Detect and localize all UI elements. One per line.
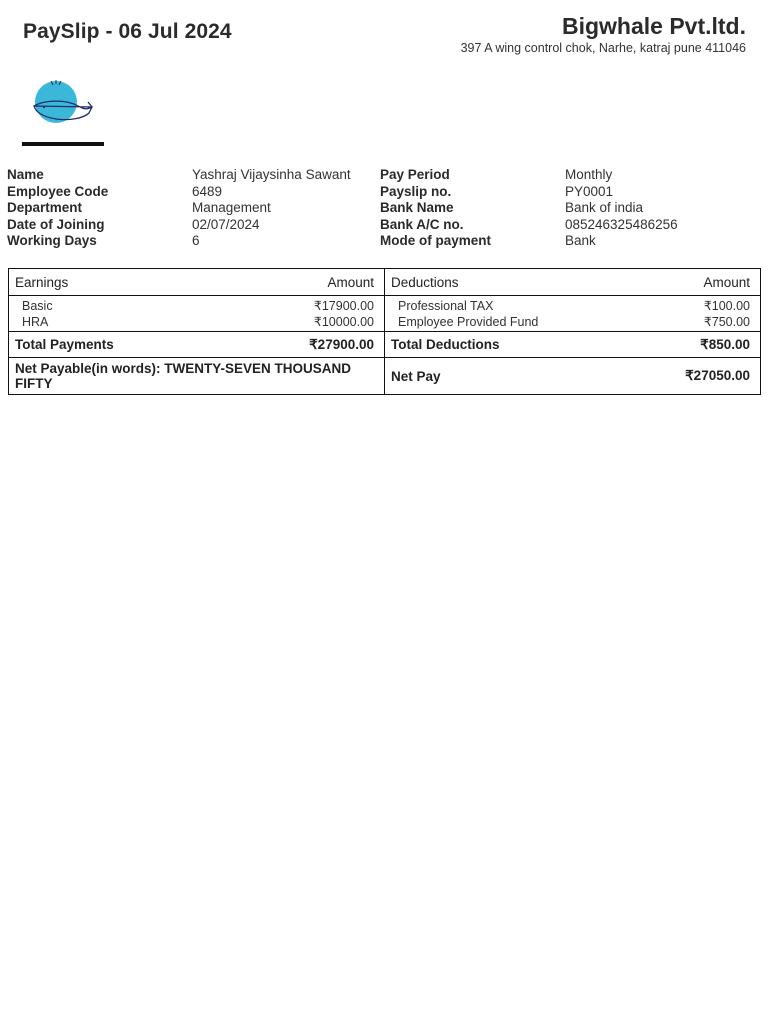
total-payments-cell — [9, 332, 385, 358]
deductions-header: Deductions — [391, 274, 459, 290]
pay-period-row — [380, 167, 678, 184]
net-payable-words: Net Payable(in words): TWENTY-SEVEN THOUSAND FIFTY — [15, 361, 352, 391]
deduction-amount: ₹750.00 — [703, 314, 750, 329]
company-name: Bigwhale Pvt.ltd. — [561, 13, 746, 39]
employee-code-label: Employee Code — [7, 183, 109, 199]
deductions-items-cell — [385, 296, 761, 332]
net-pay-cell — [385, 358, 761, 395]
payslip-no-label: Payslip no. — [380, 183, 452, 199]
employee-code: 6489 — [192, 183, 223, 199]
payment-mode-row — [380, 233, 678, 250]
bank-name-label: Bank Name — [380, 200, 454, 215]
payslip-no: PY0001 — [565, 183, 614, 199]
net-pay-label: Net Pay — [391, 368, 441, 384]
total-payments-label: Total Payments — [15, 337, 114, 352]
employee-code-row — [7, 184, 351, 201]
earning-label: HRA — [22, 314, 49, 329]
earnings-amount-header: Amount — [327, 274, 374, 290]
salary-table — [8, 268, 761, 395]
payment-mode: Bank — [565, 233, 596, 248]
deduction-label: Employee Provided Fund — [398, 314, 539, 329]
department-row — [7, 200, 351, 217]
bank-name: Bank of india — [565, 200, 644, 215]
deduction-item-provident-fund — [385, 314, 760, 330]
total-payments: ₹27900.00 — [309, 336, 374, 352]
table-items-row — [9, 296, 761, 332]
total-deductions: ₹850.00 — [700, 336, 750, 352]
pay-period-label: Pay Period — [380, 167, 450, 182]
working-days-label: Working Days — [7, 233, 97, 248]
earning-item-basic — [9, 298, 384, 314]
payslip-title: PaySlip - 06 Jul 2024 — [23, 20, 232, 43]
joining-date-row — [7, 217, 351, 234]
bank-account-row — [380, 217, 678, 234]
employee-name-row — [7, 167, 351, 184]
earning-label: Basic — [22, 298, 53, 313]
deduction-item-professional-tax — [385, 298, 760, 314]
bank-name-row — [380, 200, 678, 217]
earnings-items-cell — [9, 296, 385, 332]
table-header-row — [9, 269, 761, 296]
earning-item-hra — [9, 314, 384, 330]
bank-account: 085246325486256 — [565, 216, 678, 232]
bank-account-label: Bank A/C no. — [380, 216, 464, 232]
total-deductions-label: Total Deductions — [391, 337, 500, 352]
department: Management — [192, 200, 271, 215]
deductions-amount-header: Amount — [703, 274, 750, 290]
company-address: 397 A wing control chok, Narhe, katraj pune 411046 — [460, 41, 746, 55]
employee-name: Yashraj Vijaysinha Sawant — [192, 167, 351, 182]
table-totals-row — [9, 332, 761, 358]
working-days: 6 — [192, 233, 200, 248]
department-label: Department — [7, 200, 83, 215]
working-days-row — [7, 233, 351, 250]
deduction-amount: ₹100.00 — [703, 298, 750, 313]
earnings-header: Earnings — [15, 274, 69, 290]
employee-details — [7, 167, 351, 250]
total-deductions-cell — [385, 332, 761, 358]
deductions-header-cell — [385, 269, 761, 296]
whale-logo-icon — [22, 66, 104, 148]
employee-name-label: Name — [7, 167, 44, 182]
net-words-cell — [9, 358, 385, 395]
payment-details — [380, 167, 678, 250]
joining-date-label: Date of Joining — [7, 216, 105, 232]
deduction-label: Professional TAX — [398, 298, 494, 313]
earning-amount: ₹10000.00 — [313, 314, 374, 329]
payslip-no-row — [380, 184, 678, 201]
earning-amount: ₹17900.00 — [313, 298, 374, 313]
net-pay: ₹27050.00 — [685, 368, 750, 383]
joining-date: 02/07/2024 — [192, 216, 260, 232]
pay-period: Monthly — [565, 167, 613, 182]
table-net-row — [9, 358, 761, 395]
payment-mode-label: Mode of payment — [380, 233, 492, 248]
earnings-header-cell — [9, 269, 385, 296]
